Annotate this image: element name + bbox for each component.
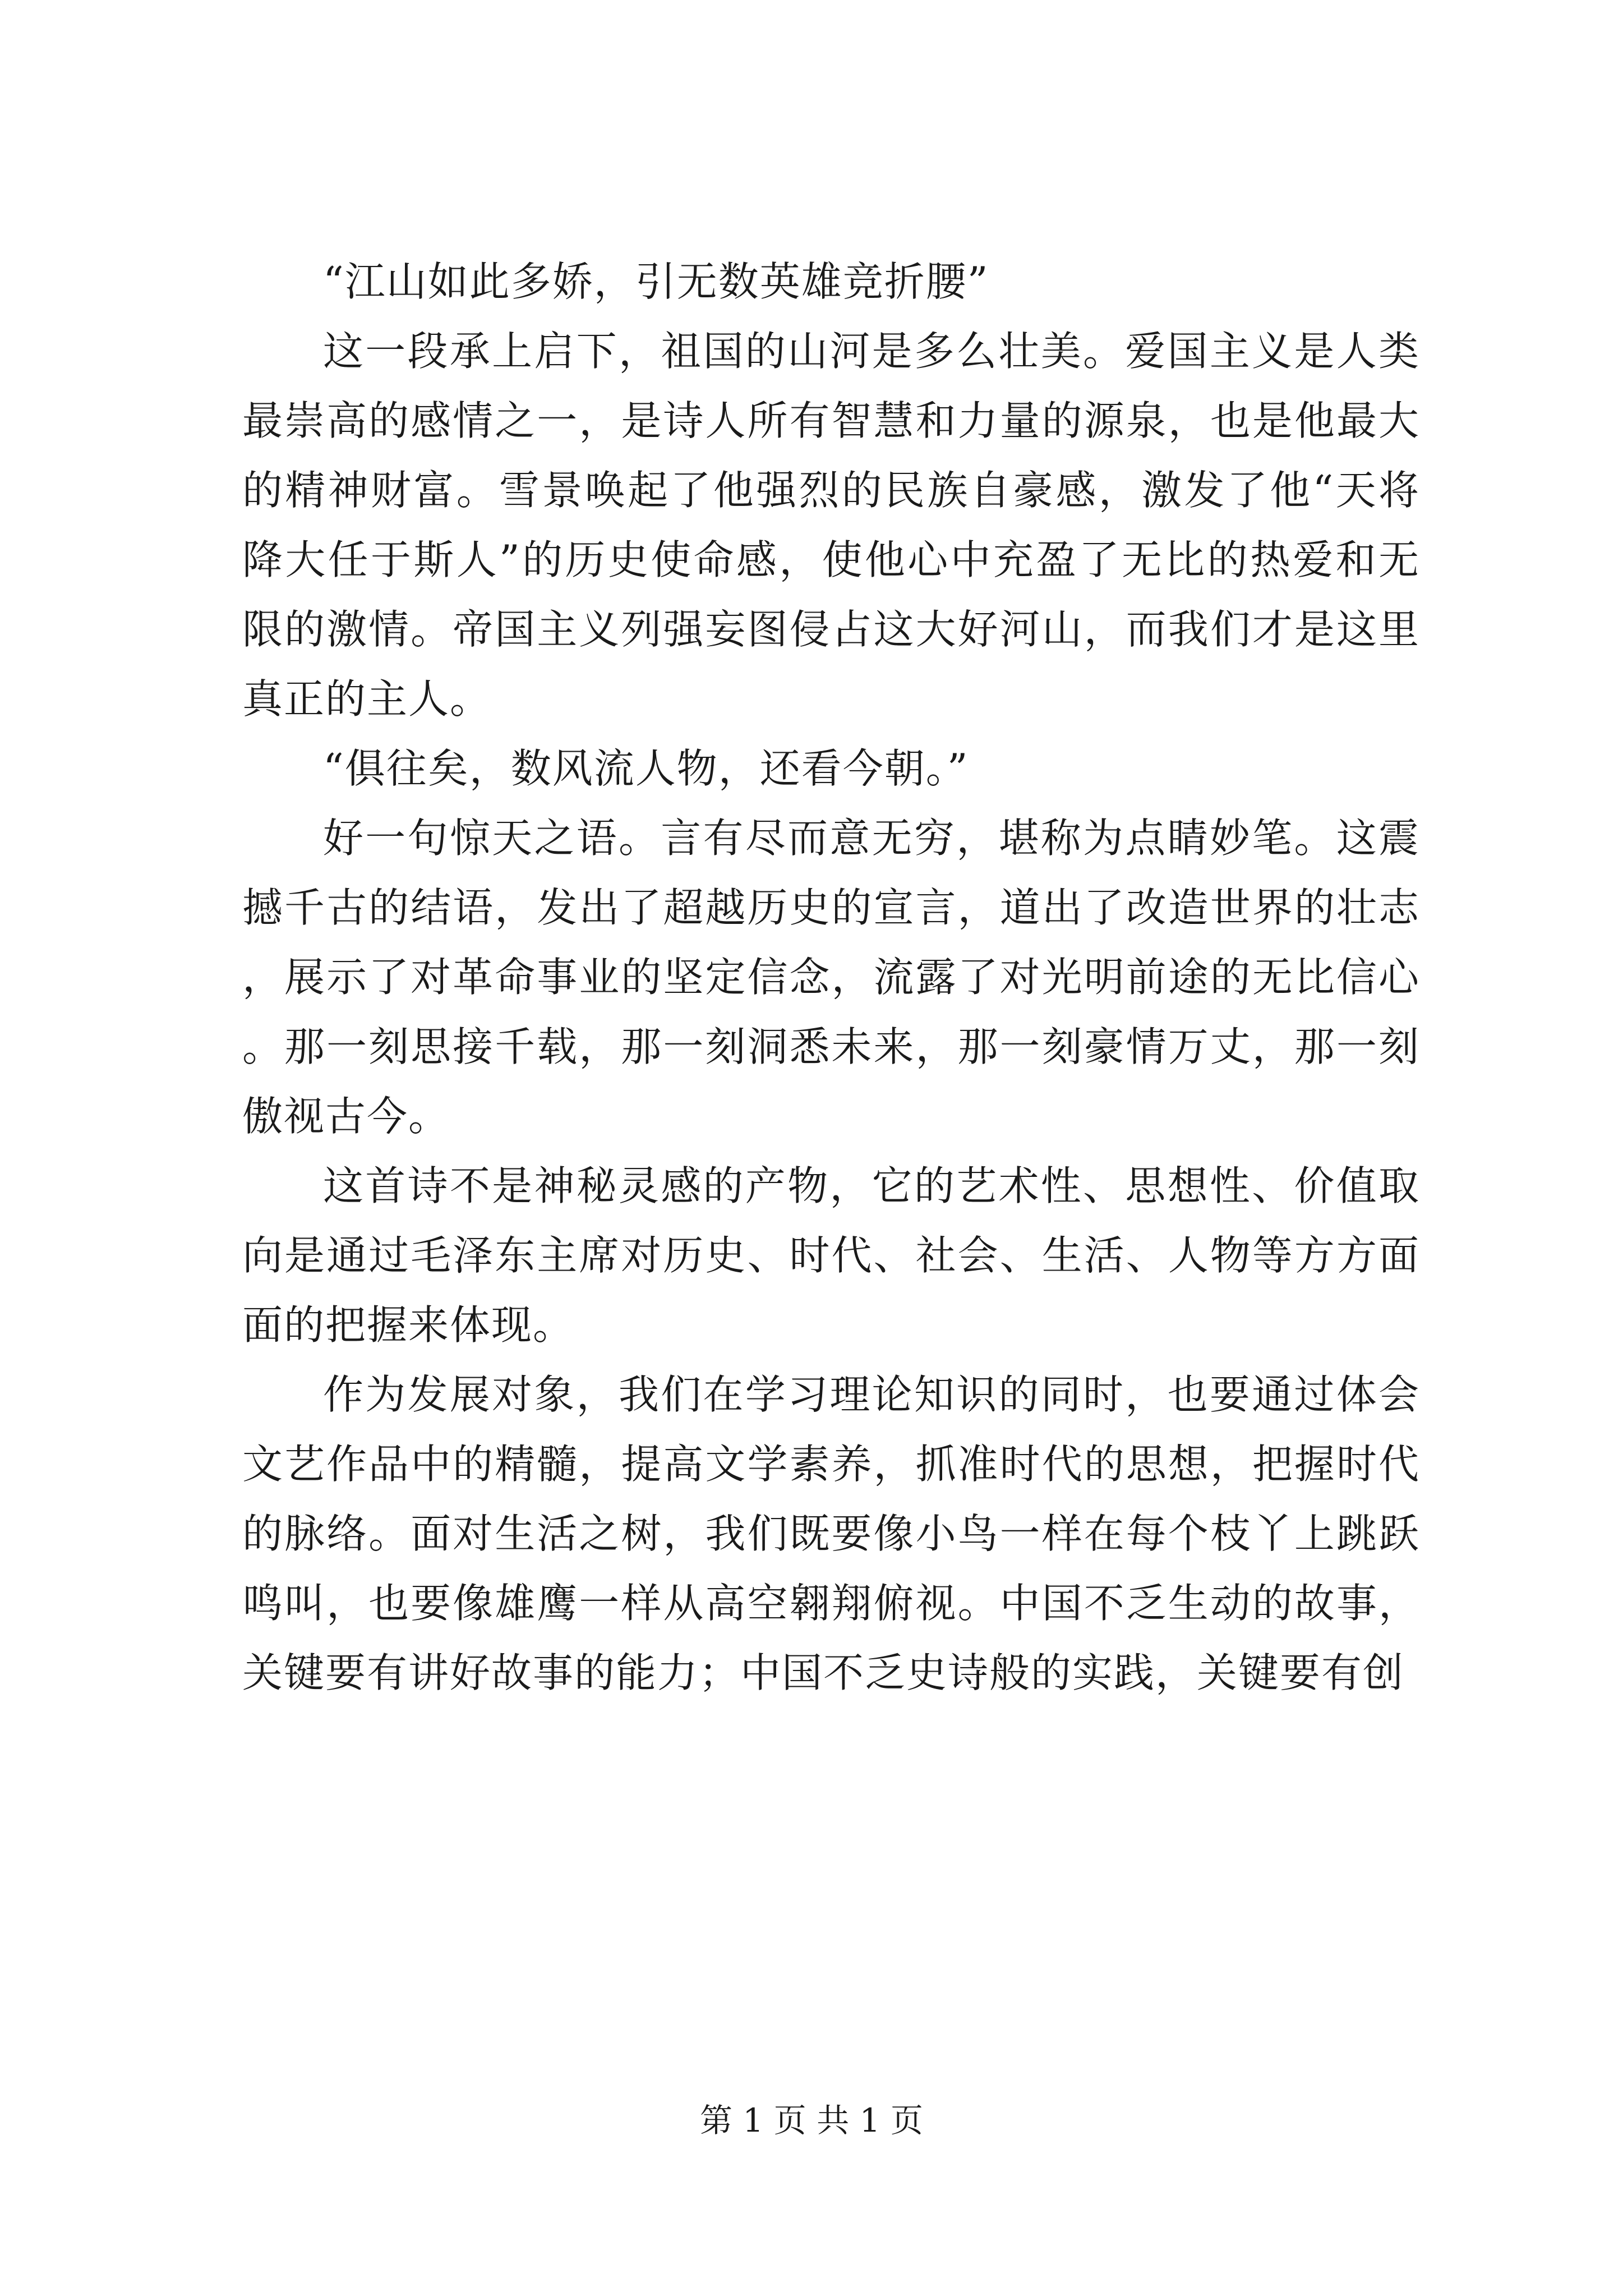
body-paragraph: 这一段承上启下，祖国的山河是多么壮美。爱国主义是人类最崇高的感情之一，是诗人所有智慧和力量的源泉，也是他最大的精神财富。雪景唤起了他强烈的民族自豪感，激发了他“天将降大任于斯人”的历史使命感，使他心中充盈了无比的热爱和无限的激情。帝国主义列强妄图侵占这大好河山，而我们才是这里真正的主人。 — [242, 328, 1420, 723]
body-paragraph: 好一句惊天之语。言有尽而意无穷，堪称为点睛妙笔。这震撼千古的结语，发出了超越历史的宣言，道出了改造世界的壮志，展示了对革命事业的坚定信念，流露了对光明前途的无比信心。那一刻思接千载，那一刻洞悉未来，那一刻豪情万丈，那一刻傲视古今。 — [242, 815, 1420, 1140]
document-body — [242, 247, 1420, 1708]
body-paragraph: 这首诗不是神秘灵感的产物，它的艺术性、思想性、价值取向是通过毛泽东主席对历史、时代、社会、生活、人物等方方面面的把握来体现。 — [242, 1162, 1420, 1349]
quote-paragraph: “俱往矣，数风流人物，还看今朝。” — [323, 745, 969, 792]
quote-paragraph: “江山如此多娇，引无数英雄竞折腰” — [323, 258, 989, 305]
body-paragraph: 作为发展对象，我们在学习理论知识的同时，也要通过体会文艺作品中的精髓，提高文学素养，抓准时代的思想，把握时代的脉络。面对生活之树，我们既要像小鸟一样在每个枝丫上跳跃鸣叫，也要像雄鹰一样从高空翱翔俯视。中国不乏生动的故事，关键要有讲好故事的能力；中国不乏史诗般的实践，关键要有创 — [242, 1371, 1420, 1696]
page-number-footer: 第 1 页 共 1 页 — [700, 2101, 923, 2139]
